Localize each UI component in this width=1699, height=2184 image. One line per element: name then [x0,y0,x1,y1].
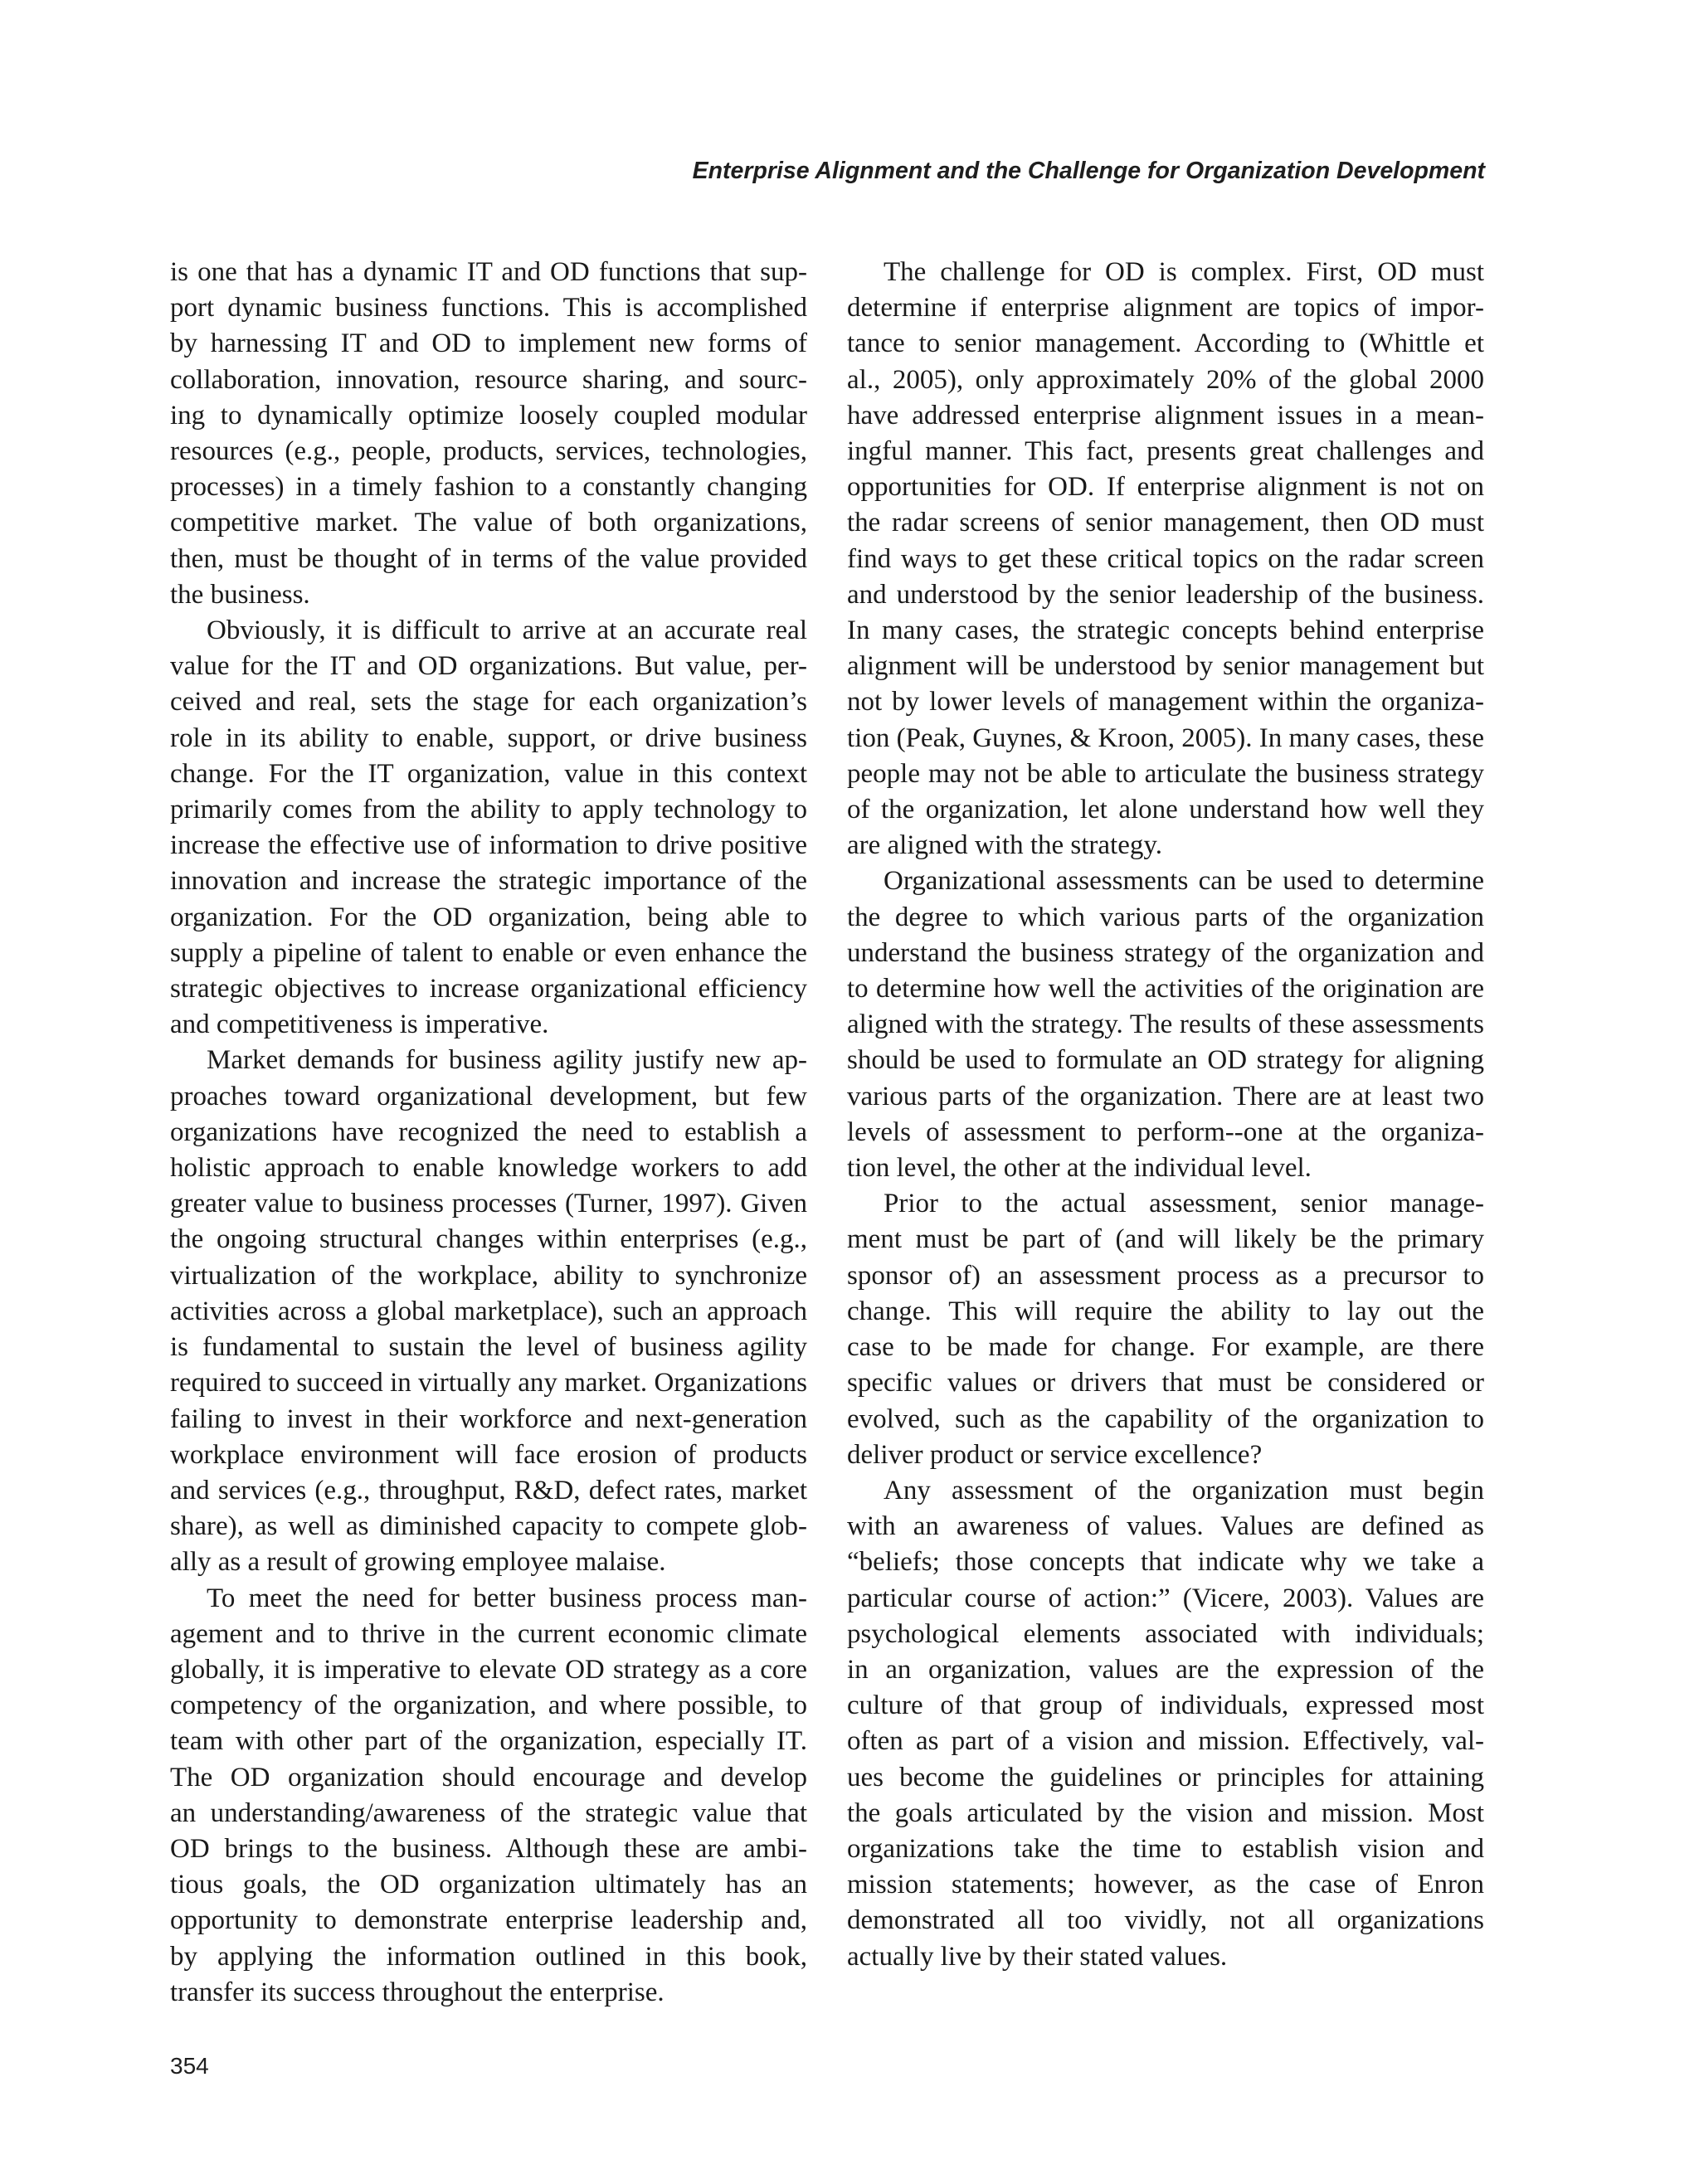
text-line: evolved, such as the capability of the organization to [847,1403,1484,1434]
text-line: deliver product or service excellence? [847,1439,1263,1470]
text-line: required to succeed in virtually any market. Organizations [170,1368,807,1398]
text-line: organizations take the time to establish vision and [847,1833,1484,1864]
text-line: actually live by their stated values. [847,1941,1228,1972]
text-line: and competitiveness is imperative. [170,1009,549,1040]
text-line: determine if enterprise alignment are topics of impor- [847,293,1484,323]
text-line: In many cases, the strategic concepts behind enterprise [847,615,1484,646]
text-line: increase the effective use of information to drive positive [170,830,807,861]
text-line: opportunity to demonstrate enterprise leadership and, [170,1905,807,1936]
text-line: organizations have recognized the need to establish a [170,1116,807,1147]
text-line: change. This will require the ability to lay out the [847,1296,1484,1326]
text-line: ment must be part of (and will likely be the primary [847,1224,1484,1255]
left-text-column [170,255,807,2011]
text-line: The OD organization should encourage and develop [170,1762,807,1792]
text-line: various parts of the organization. There are at least two [847,1081,1484,1111]
paragraph-market-demands [170,1043,807,1580]
paragraph-value [170,613,807,1043]
text-line: should be used to formulate an OD strategy for aligning [847,1045,1484,1076]
text-line: change. For the IT organization, value in this context [170,758,807,789]
text-line: processes) in a timely fashion to a constantly changing [170,472,807,503]
text-line: mission statements; however, as the case of Enron [847,1870,1484,1900]
text-line: tion (Peak, Guynes, & Kroon, 2005). In many cases, these [847,722,1485,753]
text-line: greater value to business processes (Turner, 1997). Given [170,1189,807,1219]
text-line: tious goals, the OD organization ultimately has an [170,1870,807,1900]
text-line: Obviously, it is difficult to arrive at an accurate real [207,615,807,646]
text-line: The challenge for OD is complex. First, OD must [884,257,1484,287]
text-line: opportunities for OD. If enterprise alignment is not on [847,472,1484,503]
text-line: is fundamental to sustain the level of business agility [170,1332,807,1363]
text-line: primarily comes from the ability to apply technology to [170,795,807,825]
text-line: an understanding/awareness of the strategic value that [170,1797,807,1828]
text-line: of the organization, let alone understand how well they [847,795,1484,825]
paragraph-values [847,1473,1484,1975]
text-line: the degree to which various parts of the organization [847,902,1484,932]
text-line: alignment will be understood by senior management but [847,651,1484,682]
text-line: demonstrated all too vividly, not all organizations [847,1905,1484,1936]
text-line: and understood by the senior leadership of the business. [847,579,1484,610]
text-line: virtualization of the workplace, ability to synchronize [170,1260,807,1291]
text-line: is one that has a dynamic IT and OD functions that sup- [170,257,807,287]
page-number: 354 [170,2053,209,2079]
text-line: proaches toward organizational development, but few [170,1081,807,1111]
text-line: transfer its success throughout the enterprise. [170,1977,665,2007]
text-line: “beliefs; those concepts that indicate why we take a [847,1547,1484,1578]
text-line: holistic approach to enable knowledge workers to add [170,1153,807,1184]
text-line: people may not be able to articulate the business strategy [847,758,1484,789]
text-line: supply a pipeline of talent to enable or even enhance the [170,937,807,968]
text-line: the ongoing structural changes within enterprises (e.g., [170,1224,807,1255]
text-line: particular course of action:” (Vicere, 2003). Values are [847,1583,1484,1613]
text-line: specific values or drivers that must be considered or [847,1368,1484,1398]
text-line: competency of the organization, and where possible, to [170,1690,807,1721]
text-line: not by lower levels of management within the organiza- [847,687,1484,717]
text-line: sponsor of) an assessment process as a precursor to [847,1260,1484,1291]
text-line: al., 2005), only approximately 20% of the global 2000 [847,364,1484,395]
text-line: to determine how well the activities of the origination are [847,974,1484,1004]
text-line: Market demands for business agility justify new ap- [207,1045,807,1076]
paragraph-prior-assessment [847,1186,1484,1473]
text-line: Any assessment of the organization must begin [884,1475,1484,1505]
text-line: innovation and increase the strategic importance of the [170,866,807,897]
text-line: with an awareness of values. Values are defined as [847,1511,1484,1542]
text-line: activities across a global marketplace), such an approach [170,1296,807,1326]
text-line: team with other part of the organization, especially IT. [170,1726,807,1757]
text-line: workplace environment will face erosion of products [170,1439,807,1470]
text-line: and services (e.g., throughput, R&D, defect rates, market [170,1475,807,1505]
text-line: value for the IT and OD organizations. But value, per- [170,651,807,682]
text-line: aligned with the strategy. The results of these assessments [847,1009,1484,1040]
text-line: tion level, the other at the individual level. [847,1153,1312,1184]
text-line: understand the business strategy of the organization and [847,937,1484,968]
text-line: resources (e.g., people, products, services, technologies, [170,436,807,467]
running-header-title: Enterprise Alignment and the Challenge for Organization Development [692,158,1485,184]
text-line: organization. For the OD organization, being able to [170,902,807,932]
text-line: levels of assessment to perform--one at the organiza- [847,1116,1484,1147]
paragraph-assessments [847,863,1484,1186]
text-line: the business. [170,579,310,610]
text-line: by harnessing IT and OD to implement new forms of [170,328,807,359]
text-line: case to be made for change. For example, are there [847,1332,1484,1363]
text-line: globally, it is imperative to elevate OD strategy as a core [170,1654,807,1685]
text-line: failing to invest in their workforce and next-generation [170,1403,807,1434]
text-line: ceived and real, sets the stage for each organization’s [170,687,807,717]
text-line: find ways to get these critical topics on the radar screen [847,543,1484,574]
text-line: psychological elements associated with individuals; [847,1618,1484,1649]
text-line: role in its ability to enable, support, or drive business [170,722,807,753]
text-line: share), as well as diminished capacity to compete glob- [170,1511,807,1542]
text-line: strategic objectives to increase organizational efficiency [170,974,807,1004]
paragraph-continuation [170,255,807,613]
text-line: port dynamic business functions. This is accomplished [170,293,807,323]
text-line: Organizational assessments can be used to determine [884,866,1484,897]
paragraph-meet-need [170,1581,807,2011]
text-line: ally as a result of growing employee malaise. [170,1547,666,1578]
text-line: then, must be thought of in terms of the value provided [170,543,807,574]
paragraph-challenge [847,255,1484,863]
text-line: by applying the information outlined in this book, [170,1941,807,1972]
right-text-column [847,255,1484,1975]
text-line: in an organization, values are the expression of the [847,1654,1484,1685]
text-line: culture of that group of individuals, expressed most [847,1690,1484,1721]
text-line: ing to dynamically optimize loosely coupled modular [170,400,807,430]
text-line: OD brings to the business. Although these are ambi- [170,1833,807,1864]
text-line: ingful manner. This fact, presents great challenges and [847,436,1484,467]
text-line: To meet the need for better business process man- [207,1583,807,1613]
text-line: collaboration, innovation, resource sharing, and sourc- [170,364,807,395]
text-line: Prior to the actual assessment, senior manage- [884,1189,1484,1219]
text-line: are aligned with the strategy. [847,830,1162,861]
text-line: the radar screens of senior management, then OD must [847,508,1484,538]
text-line: agement and to thrive in the current economic climate [170,1618,807,1649]
text-line: often as part of a vision and mission. Effectively, val- [847,1726,1484,1757]
text-line: the goals articulated by the vision and mission. Most [847,1797,1484,1828]
text-line: competitive market. The value of both organizations, [170,508,807,538]
text-line: tance to senior management. According to (Whittle et [847,328,1484,359]
text-line: have addressed enterprise alignment issues in a mean- [847,400,1484,430]
text-line: ues become the guidelines or principles for attaining [847,1762,1484,1792]
